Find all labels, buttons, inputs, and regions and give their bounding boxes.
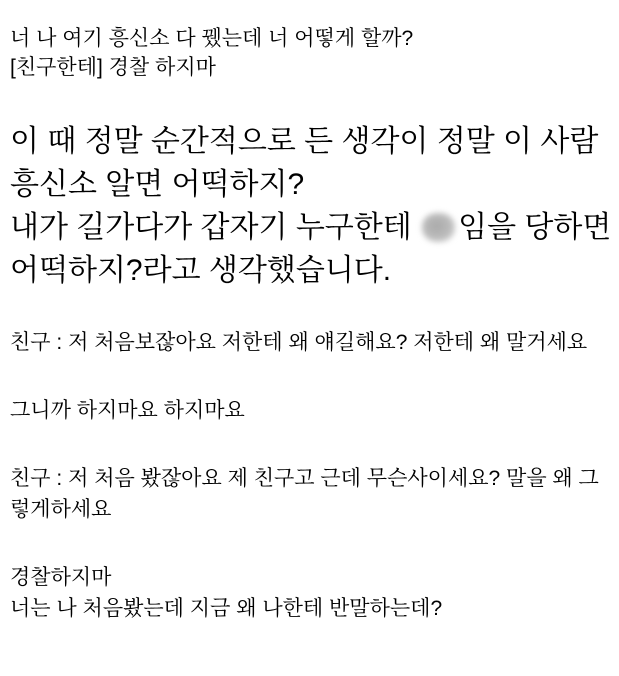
censored-word-blur	[422, 213, 455, 242]
sentence2-text-after-censor: 임을 당하면 어떡하지?라고 생각했습니다.	[10, 211, 612, 287]
emphasized-paragraph	[10, 120, 613, 292]
dialogue-paragraph-friend-2	[10, 463, 613, 525]
dialogue-paragraph-friend-1	[10, 327, 613, 358]
sentence2-text-before-censor: 내가 길가다가 갑자기 누구한테	[10, 211, 421, 244]
intro-line-1: 너 나 여기 흥신소 다 뀄는데 너 어떻게 할까?	[10, 27, 414, 50]
intro-line-2: [친구한테] 경찰 하지마	[10, 56, 216, 79]
dialogue-line: 그니까 하지마요 하지마요	[10, 399, 245, 422]
dialogue-line: 친구 : 저 처음보잖아요 저한테 왜 얘길해요? 저한테 왜 말거세요	[10, 331, 588, 354]
dialogue-paragraph-reply-1	[10, 395, 613, 426]
dialogue-line: 친구 : 저 처음 봤잖아요 제 친구고 근데 무슨사이세요? 말을 왜 그렇게하세요	[10, 467, 599, 521]
dialogue-line: 너는 나 처음봤는데 지금 왜 나한테 반말하는데?	[10, 597, 443, 620]
emphasized-sentence-1: 이 때 정말 순간적으로 든 생각이 정말 이 사람 흥신소 알면 어떡하지?	[10, 125, 599, 201]
dialogue-paragraph-reply-2	[10, 562, 613, 624]
intro-paragraph	[10, 24, 613, 82]
emphasized-sentence-2	[10, 206, 613, 292]
dialogue-line: 경찰하지마	[10, 566, 112, 589]
